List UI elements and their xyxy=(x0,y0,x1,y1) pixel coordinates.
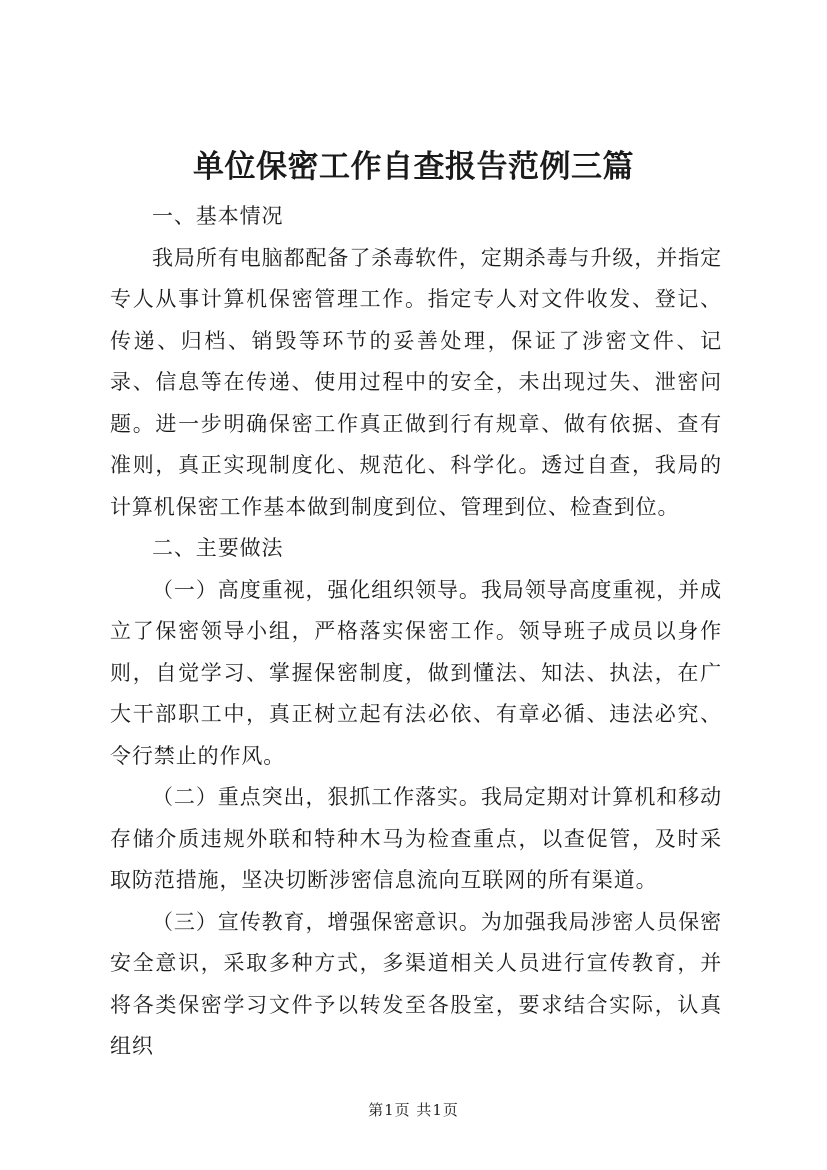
page-number-footer: 第1页 共1页 xyxy=(368,1101,459,1119)
document-title: 单位保密工作自查报告范例三篇 xyxy=(193,149,634,185)
paragraph-practice-3: （三）宣传教育，增强保密意识。为加强我局涉密人员保密安全意识，采取多种方式，多渠道相关人员进行宣传教育，并将各类保密学习文件予以转发至各股室，要求结合实际，认真组织 xyxy=(110,909,722,1058)
paragraph-practice-1: （一）高度重视，强化组织领导。我局领导高度重视，并成立了保密领导小组，严格落实保密工作。领导班子成员以身作则，自觉学习、掌握保密制度，做到懂法、知法、执法，在广大干部职工中，真正树立起有法必依、有章必循、违法必究、令行禁止的作风。 xyxy=(110,577,722,768)
section-heading-basic-situation: 一、基本情况 xyxy=(152,204,284,228)
document-body xyxy=(110,196,722,1068)
paragraph-basic-situation: 我局所有电脑都配备了杀毒软件，定期杀毒与升级，并指定专人从事计算机保密管理工作。指定专人对文件收发、登记、传递、归档、销毁等环节的妥善处理，保证了涉密文件、记录、信息等在传递、使用过程中的安全，未出现过失、泄密问题。进一步明确保密工作真正做到行有规章、做有依据、查有准则，真正实现制度化、规范化、科学化。透过自查，我局的计算机保密工作基本做到制度到位、管理到位、检查到位。 xyxy=(110,245,722,519)
paragraph-practice-2: （二）重点突出，狠抓工作落实。我局定期对计算机和移动存储介质违规外联和特种木马为检查重点，以查促管，及时采取防范措施，坚决切断涉密信息流向互联网的所有渠道。 xyxy=(110,785,722,892)
section-heading-main-practices: 二、主要做法 xyxy=(152,536,284,560)
